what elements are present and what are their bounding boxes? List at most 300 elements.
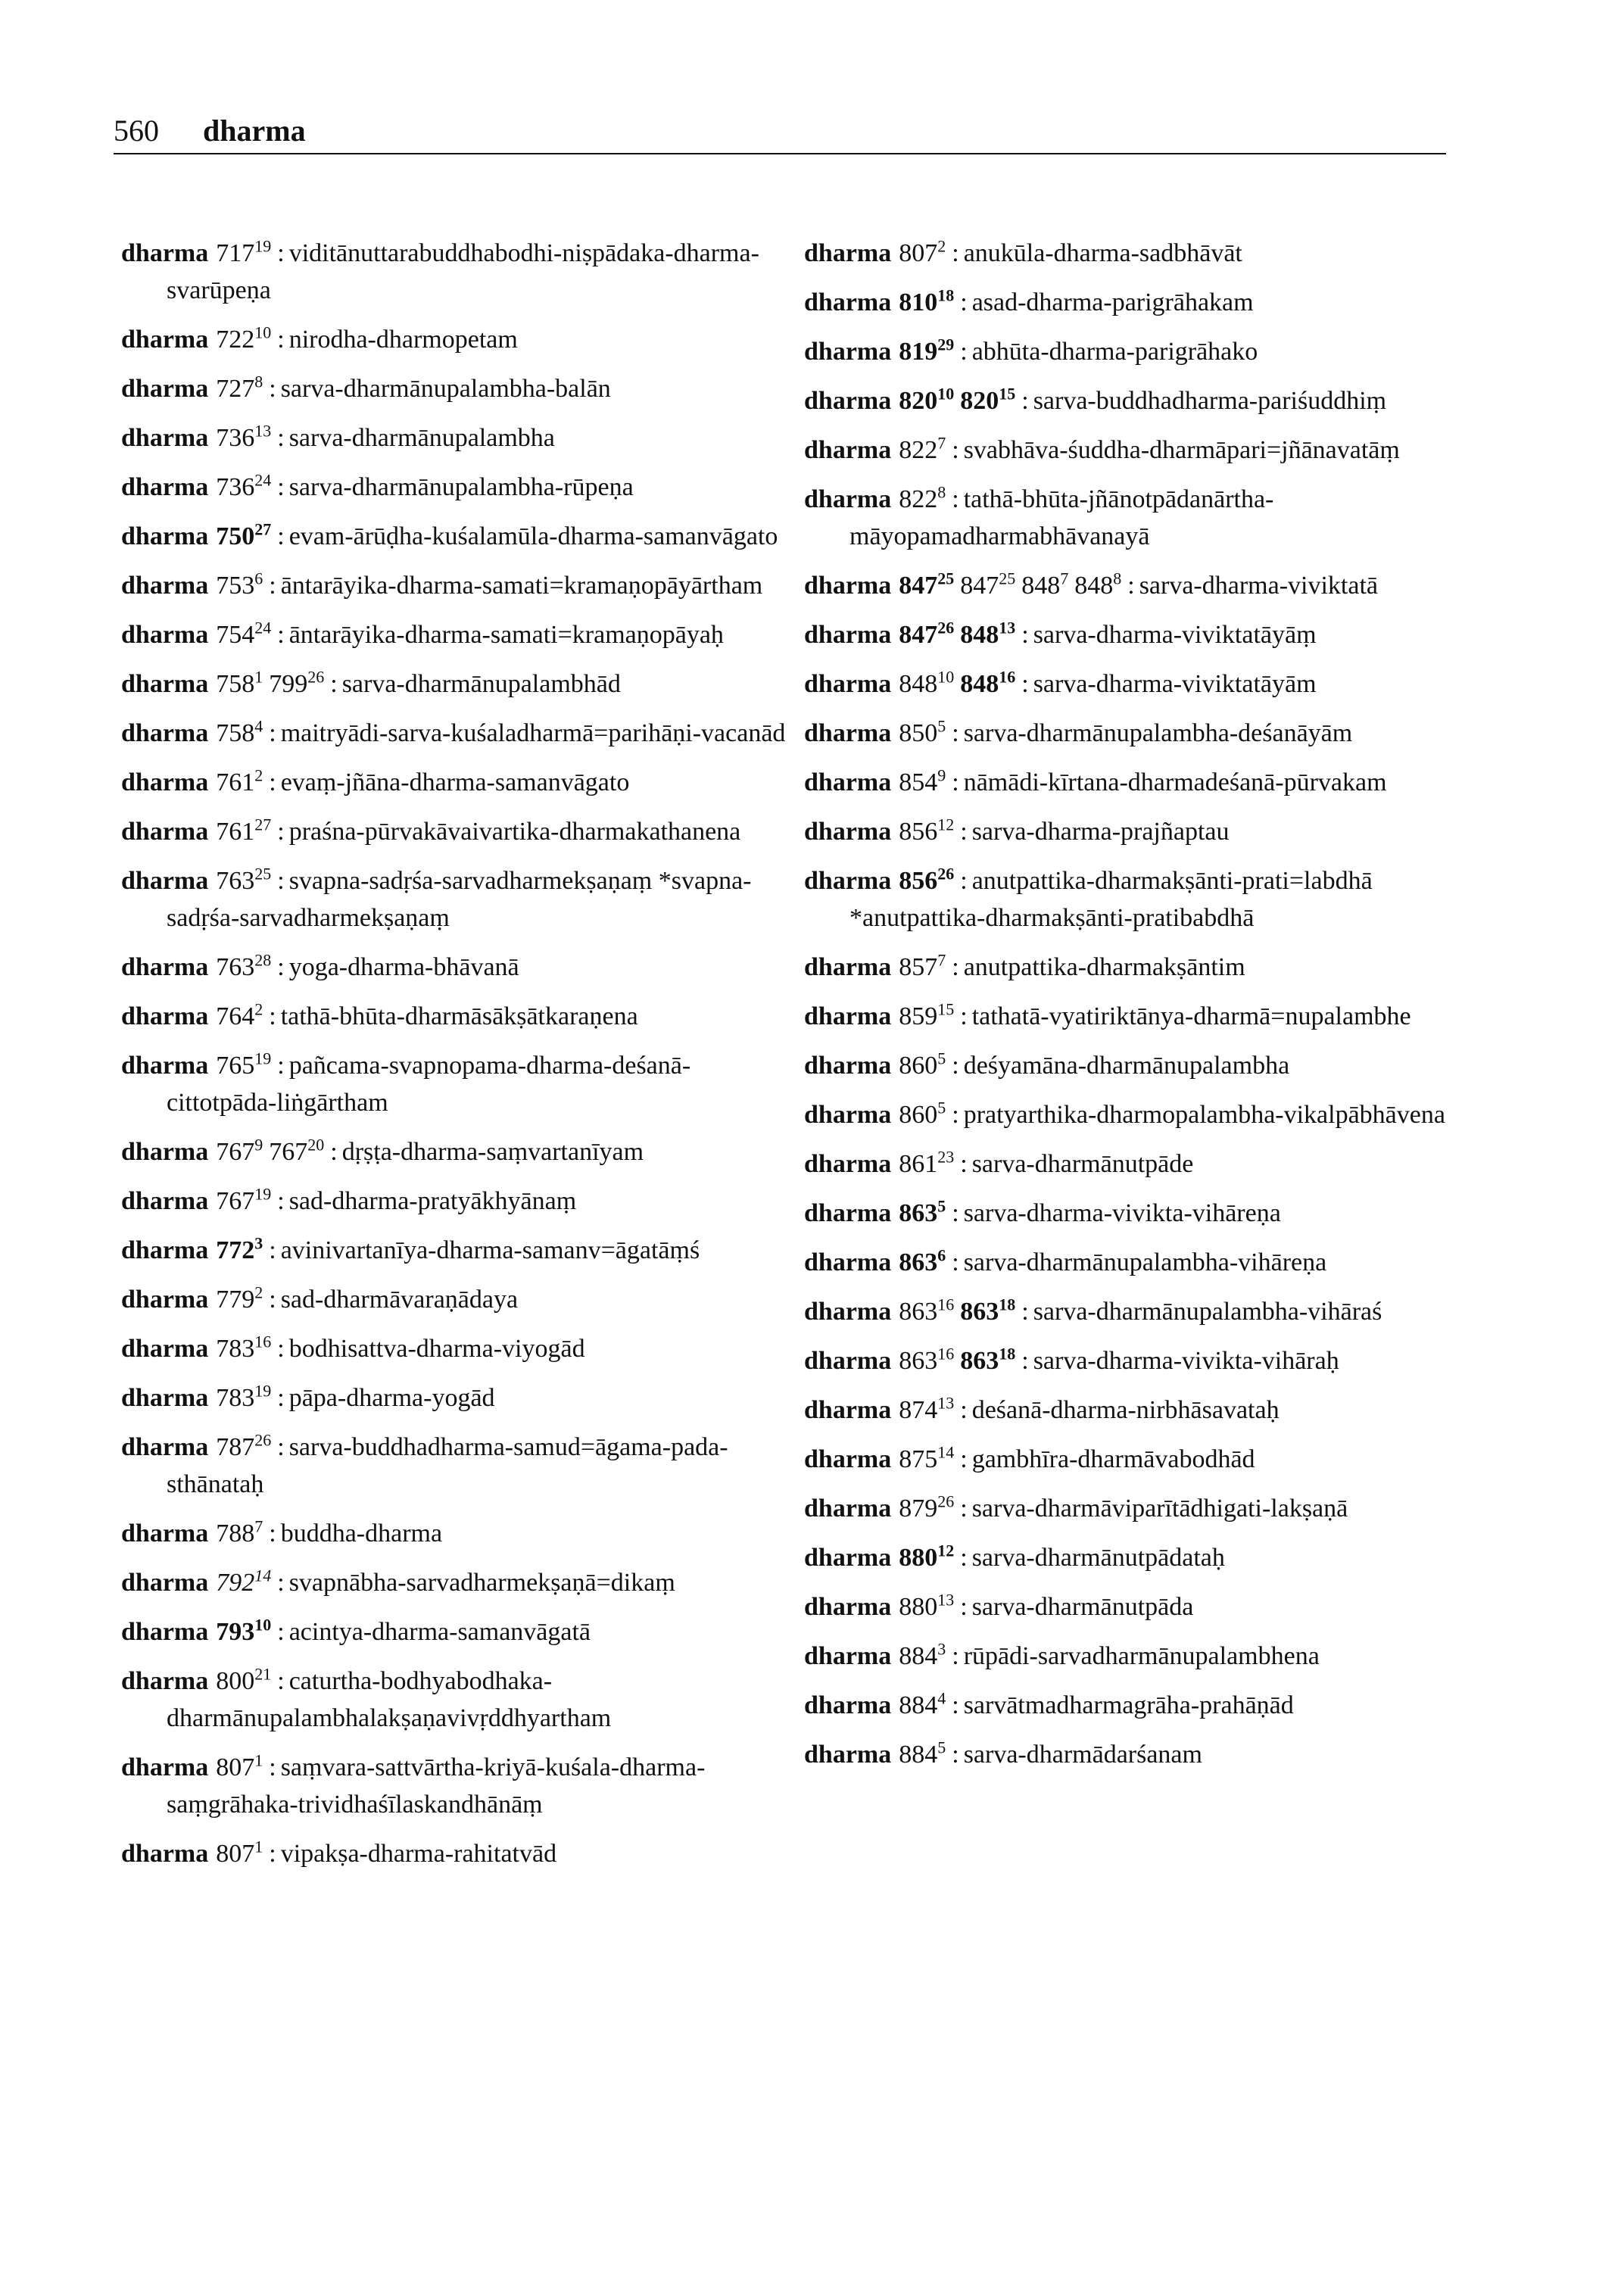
entry-text: sarva-dharmānupalambha-deśanāyām — [963, 719, 1353, 747]
index-entry — [804, 382, 1470, 419]
entry-text: sarva-dharmāviparītādhigati-lakṣaṇā — [971, 1495, 1348, 1523]
entry-text: bodhisattva-dharma-viyogād — [288, 1335, 585, 1363]
entry-separator: : — [277, 326, 285, 354]
entry-headword: dharma — [121, 1618, 209, 1646]
entry-reference — [899, 1541, 955, 1572]
reference-line: 10 — [254, 1615, 272, 1635]
reference-page: 767 — [216, 1138, 255, 1166]
reference-page: 717 — [216, 239, 255, 267]
entry-text: sarva-dharma-viviktatā — [1139, 572, 1378, 600]
entry-headword: dharma — [121, 1187, 209, 1215]
entry-text: āntarāyika-dharma-samati=kramaṇopāyaḥ — [288, 621, 724, 649]
index-entry — [121, 1232, 787, 1269]
reference-line: 4 — [254, 716, 263, 736]
entry-separator: : — [952, 485, 959, 513]
entry-reference — [899, 1738, 946, 1769]
entry-reference — [899, 285, 955, 316]
entry-headword: dharma — [804, 338, 892, 366]
entry-text: tathā-bhūta-dharmāsākṣātkaraṇena — [280, 1002, 638, 1030]
entry-separator: : — [952, 436, 959, 464]
reference-line: 15 — [937, 999, 955, 1019]
entry-text: deśanā-dharma-nirbhāsavataḥ — [971, 1396, 1280, 1424]
entry-reference — [899, 569, 955, 600]
entry-separator: : — [277, 1667, 285, 1695]
entry-reference — [216, 421, 272, 452]
index-entry — [804, 1145, 1470, 1183]
reference-line: 19 — [254, 1184, 272, 1204]
reference-page: 767 — [216, 1187, 255, 1215]
index-entry — [121, 235, 787, 309]
entry-reference — [216, 716, 263, 747]
reference-line: 8 — [1113, 569, 1122, 588]
reference-page: 820 — [899, 387, 938, 415]
reference-line: 14 — [937, 1442, 955, 1462]
entry-separator: : — [960, 1396, 968, 1424]
index-entry — [121, 616, 787, 653]
entry-text: sarva-dharmānupalambhād — [341, 670, 621, 698]
entry-reference — [216, 667, 263, 698]
reference-line: 7 — [1060, 569, 1069, 588]
entry-text: acintya-dharma-samanvāgatā — [288, 1618, 591, 1646]
reference-page: 863 — [899, 1248, 938, 1276]
entry-reference — [899, 335, 955, 366]
reference-line: 27 — [254, 519, 272, 539]
entry-headword: dharma — [804, 1248, 892, 1276]
reference-line: 2 — [254, 999, 263, 1019]
entry-reference — [216, 1750, 263, 1781]
right-column — [804, 235, 1470, 1785]
entry-headword: dharma — [804, 485, 892, 513]
reference-page: 788 — [216, 1519, 255, 1548]
reference-line: 5 — [937, 1738, 946, 1757]
entry-text: abhūta-dharma-parigrāhako — [971, 338, 1258, 366]
entry-headword: dharma — [121, 522, 209, 550]
reference-line: 27 — [254, 815, 272, 834]
index-entry — [804, 481, 1470, 555]
reference-page: 822 — [899, 436, 938, 464]
reference-page: 761 — [216, 818, 255, 846]
entry-reference — [899, 950, 946, 981]
entry-reference — [899, 815, 955, 846]
index-entry — [121, 1047, 787, 1121]
entry-headword: dharma — [804, 1691, 892, 1719]
entry-text: anutpattika-dharmakṣāntim — [963, 953, 1245, 981]
entry-text: svabhāva-śuddha-dharmāpari=jñānavatāṃ — [963, 436, 1400, 464]
reference-line: 26 — [937, 864, 955, 884]
entry-separator: : — [952, 1101, 959, 1129]
reference-line: 5 — [937, 1196, 946, 1216]
reference-page: 763 — [216, 953, 255, 981]
entry-headword: dharma — [121, 473, 209, 501]
entry-reference — [960, 1295, 1016, 1326]
entry-separator: : — [269, 1519, 276, 1548]
entry-headword: dharma — [121, 1335, 209, 1363]
entry-reference — [899, 864, 955, 895]
reference-line: 5 — [937, 1098, 946, 1117]
entry-headword: dharma — [804, 1052, 892, 1080]
reference-line: 16 — [999, 667, 1016, 687]
index-entry — [121, 1330, 787, 1367]
entry-reference — [216, 618, 272, 649]
entry-reference — [960, 618, 1016, 649]
reference-line: 21 — [254, 1664, 272, 1684]
index-entry — [121, 1613, 787, 1650]
entry-text: anutpattika-dharmakṣānti-prati=labdhā *anutpattika-dharmakṣānti-pratibabdhā — [849, 867, 1373, 932]
index-entry — [121, 715, 787, 752]
reference-line: 10 — [254, 323, 272, 342]
reference-line: 26 — [937, 618, 955, 637]
entry-reference — [899, 236, 946, 267]
entry-text: tathā-bhūta-jñānotpādanārtha-māyopamadharmabhāvanayā — [849, 485, 1274, 550]
entry-reference — [216, 1283, 263, 1314]
reference-page: 863 — [899, 1347, 938, 1375]
reference-page: 736 — [216, 473, 255, 501]
reference-line: 28 — [254, 950, 272, 970]
reference-page: 863 — [899, 1298, 938, 1326]
entry-headword: dharma — [121, 572, 209, 600]
entry-separator: : — [277, 1433, 285, 1461]
reference-page: 856 — [899, 818, 938, 846]
running-headword: dharma — [203, 114, 306, 148]
entry-separator: : — [277, 818, 285, 846]
entry-reference — [216, 864, 272, 895]
entry-separator: : — [1021, 621, 1029, 649]
index-entry — [121, 1663, 787, 1737]
index-entry — [804, 333, 1470, 370]
entry-reference — [216, 470, 272, 501]
entry-text: vipakṣa-dharma-rahitatvād — [280, 1840, 557, 1868]
reference-line: 19 — [254, 236, 272, 256]
reference-line: 12 — [937, 1541, 955, 1560]
entry-separator: : — [277, 1052, 285, 1080]
index-entry — [804, 1244, 1470, 1281]
index-entry — [121, 1183, 787, 1220]
entry-text: nāmādi-kīrtana-dharmadeśanā-pūrvakam — [963, 768, 1387, 796]
reference-line: 13 — [254, 421, 272, 441]
entry-text: sarva-dharmādarśanam — [963, 1741, 1202, 1769]
reference-line: 9 — [254, 1135, 263, 1155]
entry-separator: : — [952, 719, 959, 747]
entry-headword: dharma — [804, 1002, 892, 1030]
reference-page: 863 — [960, 1347, 999, 1375]
entry-reference — [899, 1590, 955, 1621]
index-entry — [121, 567, 787, 604]
reference-line: 5 — [937, 1049, 946, 1068]
entry-separator: : — [330, 670, 338, 698]
entry-headword: dharma — [804, 1396, 892, 1424]
reference-page: 761 — [216, 768, 255, 796]
reference-page: 736 — [216, 424, 255, 452]
entry-separator: : — [952, 1741, 959, 1769]
entry-headword: dharma — [804, 1347, 892, 1375]
reference-line: 10 — [937, 384, 955, 404]
entry-separator: : — [1021, 1347, 1029, 1375]
index-entry — [804, 1539, 1470, 1576]
entry-headword: dharma — [804, 1101, 892, 1129]
entry-separator: : — [1127, 572, 1135, 600]
entry-text: asad-dharma-parigrāhakam — [971, 288, 1254, 316]
entry-separator: : — [277, 424, 285, 452]
entry-text: evaṃ-jñāna-dharma-samanvāgato — [280, 768, 630, 796]
reference-page: 861 — [899, 1150, 938, 1178]
index-entry — [804, 1687, 1470, 1724]
entry-text: svapnābha-sarvadharmekṣaṇā=dikaṃ — [288, 1569, 675, 1597]
entry-reference — [216, 999, 263, 1030]
reference-page: 783 — [216, 1335, 255, 1363]
reference-line: 24 — [254, 618, 272, 637]
entry-text: sarva-buddhadharma-samud=āgama-pada-sthānataḥ — [167, 1433, 728, 1498]
entry-separator: : — [952, 1691, 959, 1719]
entry-headword: dharma — [804, 436, 892, 464]
entry-text: sarva-dharma-vivikta-vihāraḥ — [1033, 1347, 1339, 1375]
reference-page: 787 — [216, 1433, 255, 1461]
entry-text: sarva-dharma-prajñaptau — [971, 818, 1230, 846]
entry-separator: : — [1021, 387, 1029, 415]
entry-text: sarva-buddhadharma-pariśuddhiṃ — [1033, 387, 1387, 415]
reference-page: 847 — [899, 572, 938, 600]
index-entry — [804, 1588, 1470, 1625]
reference-line: 12 — [937, 815, 955, 834]
index-entry — [804, 1490, 1470, 1527]
reference-line: 18 — [937, 285, 955, 305]
index-entry — [121, 1379, 787, 1417]
entry-text: pratyarthika-dharmopalambha-vikalpābhāvena — [963, 1101, 1445, 1129]
index-entry — [121, 813, 787, 850]
entry-separator: : — [952, 239, 959, 267]
reference-page: 820 — [960, 387, 999, 415]
entry-separator: : — [277, 1384, 285, 1412]
reference-line: 15 — [999, 384, 1016, 404]
entry-headword: dharma — [121, 1519, 209, 1548]
index-entry — [121, 419, 787, 457]
entry-text: sarva-dharma-viviktatāyāṃ — [1033, 621, 1317, 649]
entry-headword: dharma — [121, 424, 209, 452]
reference-page: 753 — [216, 572, 255, 600]
entry-reference — [899, 1295, 955, 1326]
entry-headword: dharma — [121, 1286, 209, 1314]
entry-headword: dharma — [121, 1753, 209, 1781]
entry-reference — [216, 569, 263, 600]
reference-page: 880 — [899, 1593, 938, 1621]
entry-reference — [216, 1664, 272, 1695]
entry-text: sarva-dharmānupalambha-balān — [280, 375, 611, 403]
reference-page: 860 — [899, 1052, 938, 1080]
entry-headword: dharma — [121, 1002, 209, 1030]
entry-separator: : — [269, 719, 276, 747]
reference-page: 767 — [269, 1138, 308, 1166]
entry-reference — [960, 1344, 1016, 1375]
index-entry — [804, 1342, 1470, 1379]
entry-separator: : — [269, 1002, 276, 1030]
entry-text: avinivartanīya-dharma-samanv=āgatāṃś — [280, 1236, 700, 1264]
entry-separator: : — [960, 1544, 968, 1572]
entry-text: dṛṣṭa-dharma-saṃvartanīyam — [341, 1138, 644, 1166]
reference-line: 16 — [254, 1332, 272, 1351]
entry-separator: : — [269, 768, 276, 796]
entry-reference — [216, 236, 272, 267]
index-entry — [121, 370, 787, 407]
reference-line: 7 — [937, 433, 946, 453]
reference-page: 860 — [899, 1101, 938, 1129]
entry-text: sarva-dharmānupalambha-vihāraś — [1033, 1298, 1382, 1326]
entry-text: tathatā-vyatiriktānya-dharmā=nupalambhe — [971, 1002, 1411, 1030]
entry-reference — [899, 999, 955, 1030]
index-entry — [804, 567, 1470, 604]
entry-separator: : — [269, 1236, 276, 1264]
entry-text: sad-dharmāvaraṇādaya — [280, 1286, 519, 1314]
entry-reference — [216, 1837, 263, 1868]
entry-separator: : — [952, 953, 959, 981]
entry-reference — [899, 384, 955, 415]
entry-headword: dharma — [804, 1544, 892, 1572]
index-entry — [804, 1195, 1470, 1232]
entry-headword: dharma — [804, 572, 892, 600]
entry-reference — [269, 1135, 325, 1166]
entry-headword: dharma — [121, 1433, 209, 1461]
entry-separator: : — [277, 1187, 285, 1215]
entry-reference — [216, 1184, 272, 1215]
entry-separator: : — [960, 1495, 968, 1523]
entry-separator: : — [1021, 670, 1029, 698]
reference-page: 848 — [960, 670, 999, 698]
reference-page: 850 — [899, 719, 938, 747]
entry-separator: : — [330, 1138, 338, 1166]
entry-headword: dharma — [804, 1642, 892, 1670]
reference-page: 799 — [269, 670, 308, 698]
entry-reference — [216, 1135, 263, 1166]
reference-page: 819 — [899, 338, 938, 366]
entry-reference — [960, 569, 1016, 600]
entry-reference — [899, 716, 946, 747]
entry-separator: : — [952, 1248, 959, 1276]
entry-reference — [899, 618, 955, 649]
entry-text: rūpādi-sarvadharmānupalambhena — [963, 1642, 1320, 1670]
reference-line: 7 — [254, 1516, 263, 1536]
reference-line: 13 — [999, 618, 1016, 637]
entry-text: sarva-dharmānutpāde — [971, 1150, 1194, 1178]
reference-page: 763 — [216, 867, 255, 895]
entry-text: saṃvara-sattvārtha-kriyā-kuśala-dharma-saṃgrāhaka-trividhaśīlaskandhānāṃ — [167, 1753, 706, 1819]
index-entry — [804, 665, 1470, 703]
index-entry — [804, 764, 1470, 801]
reference-line: 10 — [937, 667, 955, 687]
entry-headword: dharma — [121, 239, 209, 267]
reference-page: 879 — [899, 1495, 938, 1523]
entry-text: sarva-dharmānupalambha-vihāreṇa — [963, 1248, 1327, 1276]
reference-page: 764 — [216, 1002, 255, 1030]
index-entry — [804, 432, 1470, 469]
reference-page: 772 — [216, 1236, 255, 1264]
entry-separator: : — [960, 1002, 968, 1030]
reference-line: 16 — [937, 1295, 955, 1314]
running-header — [114, 114, 1446, 154]
entry-text: viditānuttarabuddhabodhi-niṣpādaka-dharma-svarūpeṇa — [167, 239, 759, 304]
left-column — [121, 235, 787, 1884]
entry-reference — [899, 1344, 955, 1375]
entry-text: svapna-sadṛśa-sarvadharmekṣaṇaṃ *svapna-sadṛśa-sarvadharmekṣaṇaṃ — [167, 867, 752, 932]
reference-page: 750 — [216, 522, 255, 550]
entry-separator: : — [277, 1335, 285, 1363]
entry-separator: : — [277, 1618, 285, 1646]
entry-reference — [216, 372, 263, 403]
entry-headword: dharma — [804, 867, 892, 895]
index-entry — [804, 715, 1470, 752]
index-entry — [804, 1096, 1470, 1133]
reference-page: 875 — [899, 1445, 938, 1473]
entry-reference — [216, 1049, 272, 1080]
reference-page: 807 — [216, 1840, 255, 1868]
entry-separator: : — [960, 288, 968, 316]
entry-reference — [216, 765, 263, 796]
reference-line: 24 — [254, 470, 272, 490]
reference-page: 722 — [216, 326, 255, 354]
entry-text: sarva-dharma-viviktatāyām — [1033, 670, 1317, 698]
entry-separator: : — [269, 1840, 276, 1868]
entry-headword: dharma — [121, 1384, 209, 1412]
entry-text: buddha-dharma — [280, 1519, 443, 1548]
index-entry — [804, 1392, 1470, 1429]
entry-separator: : — [277, 1569, 285, 1597]
reference-line: 1 — [254, 667, 263, 687]
entry-reference — [216, 815, 272, 846]
reference-line: 3 — [254, 1233, 263, 1253]
entry-text: sarva-dharma-vivikta-vihāreṇa — [963, 1199, 1281, 1227]
entry-separator: : — [269, 375, 276, 403]
entry-headword: dharma — [804, 1593, 892, 1621]
reference-line: 3 — [937, 1639, 946, 1659]
reference-line: 29 — [937, 335, 955, 354]
entry-separator: : — [1021, 1298, 1029, 1326]
index-entry — [804, 1047, 1470, 1084]
reference-page: 863 — [960, 1298, 999, 1326]
reference-page: 880 — [899, 1544, 938, 1572]
reference-page: 857 — [899, 953, 938, 981]
reference-page: 754 — [216, 621, 255, 649]
index-entry — [804, 235, 1470, 272]
entry-headword: dharma — [804, 1150, 892, 1178]
index-entry — [804, 1736, 1470, 1773]
entry-reference — [899, 1098, 946, 1129]
reference-line: 18 — [999, 1295, 1016, 1314]
reference-page: 793 — [216, 1618, 255, 1646]
reference-page: 807 — [216, 1753, 255, 1781]
index-entry — [121, 1515, 787, 1552]
index-entry — [804, 949, 1470, 986]
reference-line: 13 — [937, 1590, 955, 1610]
reference-line: 5 — [937, 716, 946, 736]
index-entry — [804, 1293, 1470, 1330]
entry-separator: : — [277, 239, 285, 267]
entry-text: pañcama-svapnopama-dharma-deśanā-cittotpāda-liṅgārtham — [167, 1052, 691, 1117]
reference-page: 884 — [899, 1691, 938, 1719]
index-entry — [804, 1441, 1470, 1478]
entry-headword: dharma — [804, 719, 892, 747]
index-entry — [121, 764, 787, 801]
reference-page: 859 — [899, 1002, 938, 1030]
entry-reference — [899, 1393, 955, 1424]
entry-reference — [269, 667, 325, 698]
entry-reference — [899, 1245, 946, 1276]
entry-headword: dharma — [804, 239, 892, 267]
reference-page: 874 — [899, 1396, 938, 1424]
index-entry — [121, 665, 787, 703]
reference-line: 20 — [307, 1135, 325, 1155]
entry-text: yoga-dharma-bhāvanā — [288, 953, 519, 981]
entry-reference — [899, 482, 946, 513]
entry-reference — [899, 1639, 946, 1670]
entry-text: caturtha-bodhyabodhaka-dharmānupalambhalakṣaṇavivṛddhyartham — [167, 1667, 612, 1732]
index-entry — [121, 949, 787, 986]
